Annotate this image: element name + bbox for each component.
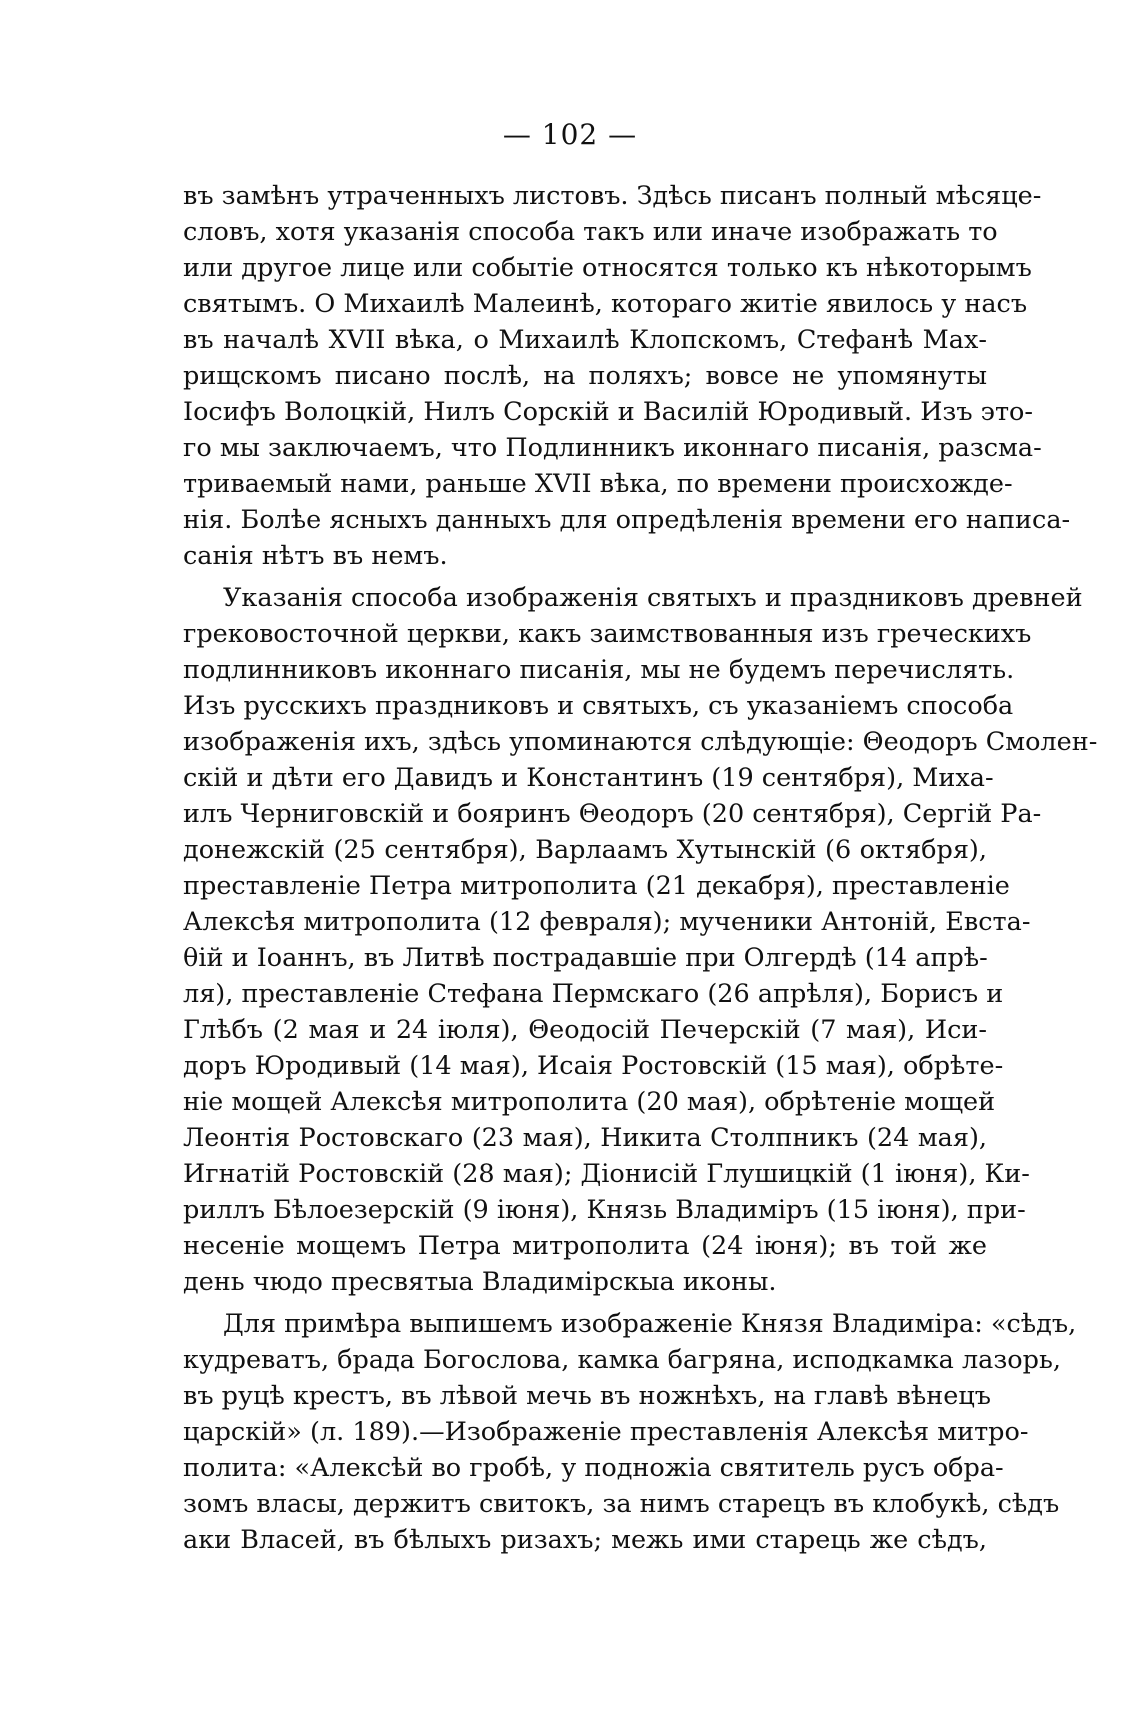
text-line: несеніе мощемъ Петра митрополита (24 іюня); въ той же xyxy=(183,1231,987,1261)
text-line: ля), преставленіе Стефана Пермскаго (26 апрѣля), Борисъ и xyxy=(183,979,1004,1009)
text-line: день чюдо пресвятыа Владимірскыа иконы. xyxy=(183,1267,777,1297)
text-line: Игнатій Ростовскій (28 мая); Діонисій Глушицкій (1 іюня), Ки- xyxy=(183,1159,1030,1189)
text-line: нія. Болѣе ясныхъ данныхъ для опредѣленія времени его написа- xyxy=(183,505,1071,535)
text-line: въ началѣ XVII вѣка, о Михаилѣ Клопскомъ, Стефанѣ Мах- xyxy=(183,325,987,355)
text-line: санія нѣтъ въ немъ. xyxy=(183,541,448,571)
text-line: подлинниковъ иконнаго писанія, мы не будемъ перечислять. xyxy=(183,655,1015,685)
text-line: царскій» (л. 189).—Изображеніе преставленія Алексѣя митро- xyxy=(183,1417,1029,1447)
text-line: или другое лице или событіе относятся только къ нѣкоторымъ xyxy=(183,253,1032,283)
text-line: донежскій (25 сентября), Варлаамъ Хутынскій (6 октября), xyxy=(183,835,987,865)
text-line: ніе мощей Алексѣя митрополита (20 мая), обрѣтеніе мощей xyxy=(183,1087,996,1117)
text-line: риллъ Бѣлоезерскій (9 іюня), Князь Владиміръ (15 іюня), при- xyxy=(183,1195,1026,1225)
text-line: полита: «Алексѣй во гробѣ, у подножіа святитель русъ обра- xyxy=(183,1453,1004,1483)
text-line: въ замѣнъ утраченныхъ листовъ. Здѣсь писанъ полный мѣсяце- xyxy=(183,181,1042,211)
text-line: Іосифъ Волоцкій, Нилъ Сорскій и Василій Юродивый. Изъ это- xyxy=(183,397,1034,427)
text-line: Для примѣра выпишемъ изображеніе Князя Владиміра: «сѣдъ, xyxy=(223,1309,1077,1339)
text-line: скій и дѣти его Давидъ и Константинъ (19 сентября), Миха- xyxy=(183,763,994,793)
text-line: грековосточной церкви, какъ заимствованныя изъ греческихъ xyxy=(183,619,1032,649)
text-line: аки Власей, въ бѣлыхъ ризахъ; межь ими старець же сѣдъ, xyxy=(183,1525,987,1555)
text-line: Указанія способа изображенія святыхъ и праздниковъ древней xyxy=(223,583,1083,613)
text-line: Алексѣя митрополита (12 февраля); мученики Антоній, Евста- xyxy=(183,907,1031,937)
text-line: Изъ русскихъ праздниковъ и святыхъ, съ указаніемъ способа xyxy=(183,691,1014,721)
text-line: въ руцѣ крестъ, въ лѣвой мечь въ ножнѣхъ, на главѣ вѣнецъ xyxy=(183,1381,991,1411)
text-line: словъ, хотя указанія способа такъ или иначе изображать то xyxy=(183,217,998,247)
text-line: зомъ власы, держитъ свитокъ, за нимъ старецъ въ клобукѣ, сѣдъ xyxy=(183,1489,1060,1519)
text-line: го мы заключаемъ, что Подлинникъ иконнаго писанія, разсма- xyxy=(183,433,1042,463)
text-line: триваемый нами, раньше XVII вѣка, по времени происхожде- xyxy=(183,469,1013,499)
text-line: рищскомъ писано послѣ, на поляхъ; вовсе не упомянуты xyxy=(183,361,987,391)
text-line: Глѣбъ (2 мая и 24 іюля), Θеодосій Печерскій (7 мая), Иси- xyxy=(183,1015,987,1045)
text-line: преставленіе Петра митрополита (21 декабря), преставленіе xyxy=(183,871,1010,901)
text-line: Леонтія Ростовскаго (23 мая), Никита Столпникъ (24 мая), xyxy=(183,1123,987,1153)
page-number: — 102 — xyxy=(502,118,638,151)
text-line: кудреватъ, брада Богослова, камка багряна, исподкамка лазорь, xyxy=(183,1345,1061,1375)
body-text xyxy=(183,178,1098,1558)
text-line: θій и Іоаннъ, въ Литвѣ пострадавшіе при Олгердѣ (14 апрѣ- xyxy=(183,943,988,973)
text-line: святымъ. О Михаилѣ Малеинѣ, котораго житіе явилось у насъ xyxy=(183,289,1028,319)
text-line: доръ Юродивый (14 мая), Исаія Ростовскій (15 мая), обрѣте- xyxy=(183,1051,1004,1081)
text-line: илъ Черниговскій и бояринъ Θеодоръ (20 сентября), Сергій Ра- xyxy=(183,799,1042,829)
text-line: изображенія ихъ, здѣсь упоминаются слѣдующіе: Θеодоръ Смолен- xyxy=(183,727,1098,757)
